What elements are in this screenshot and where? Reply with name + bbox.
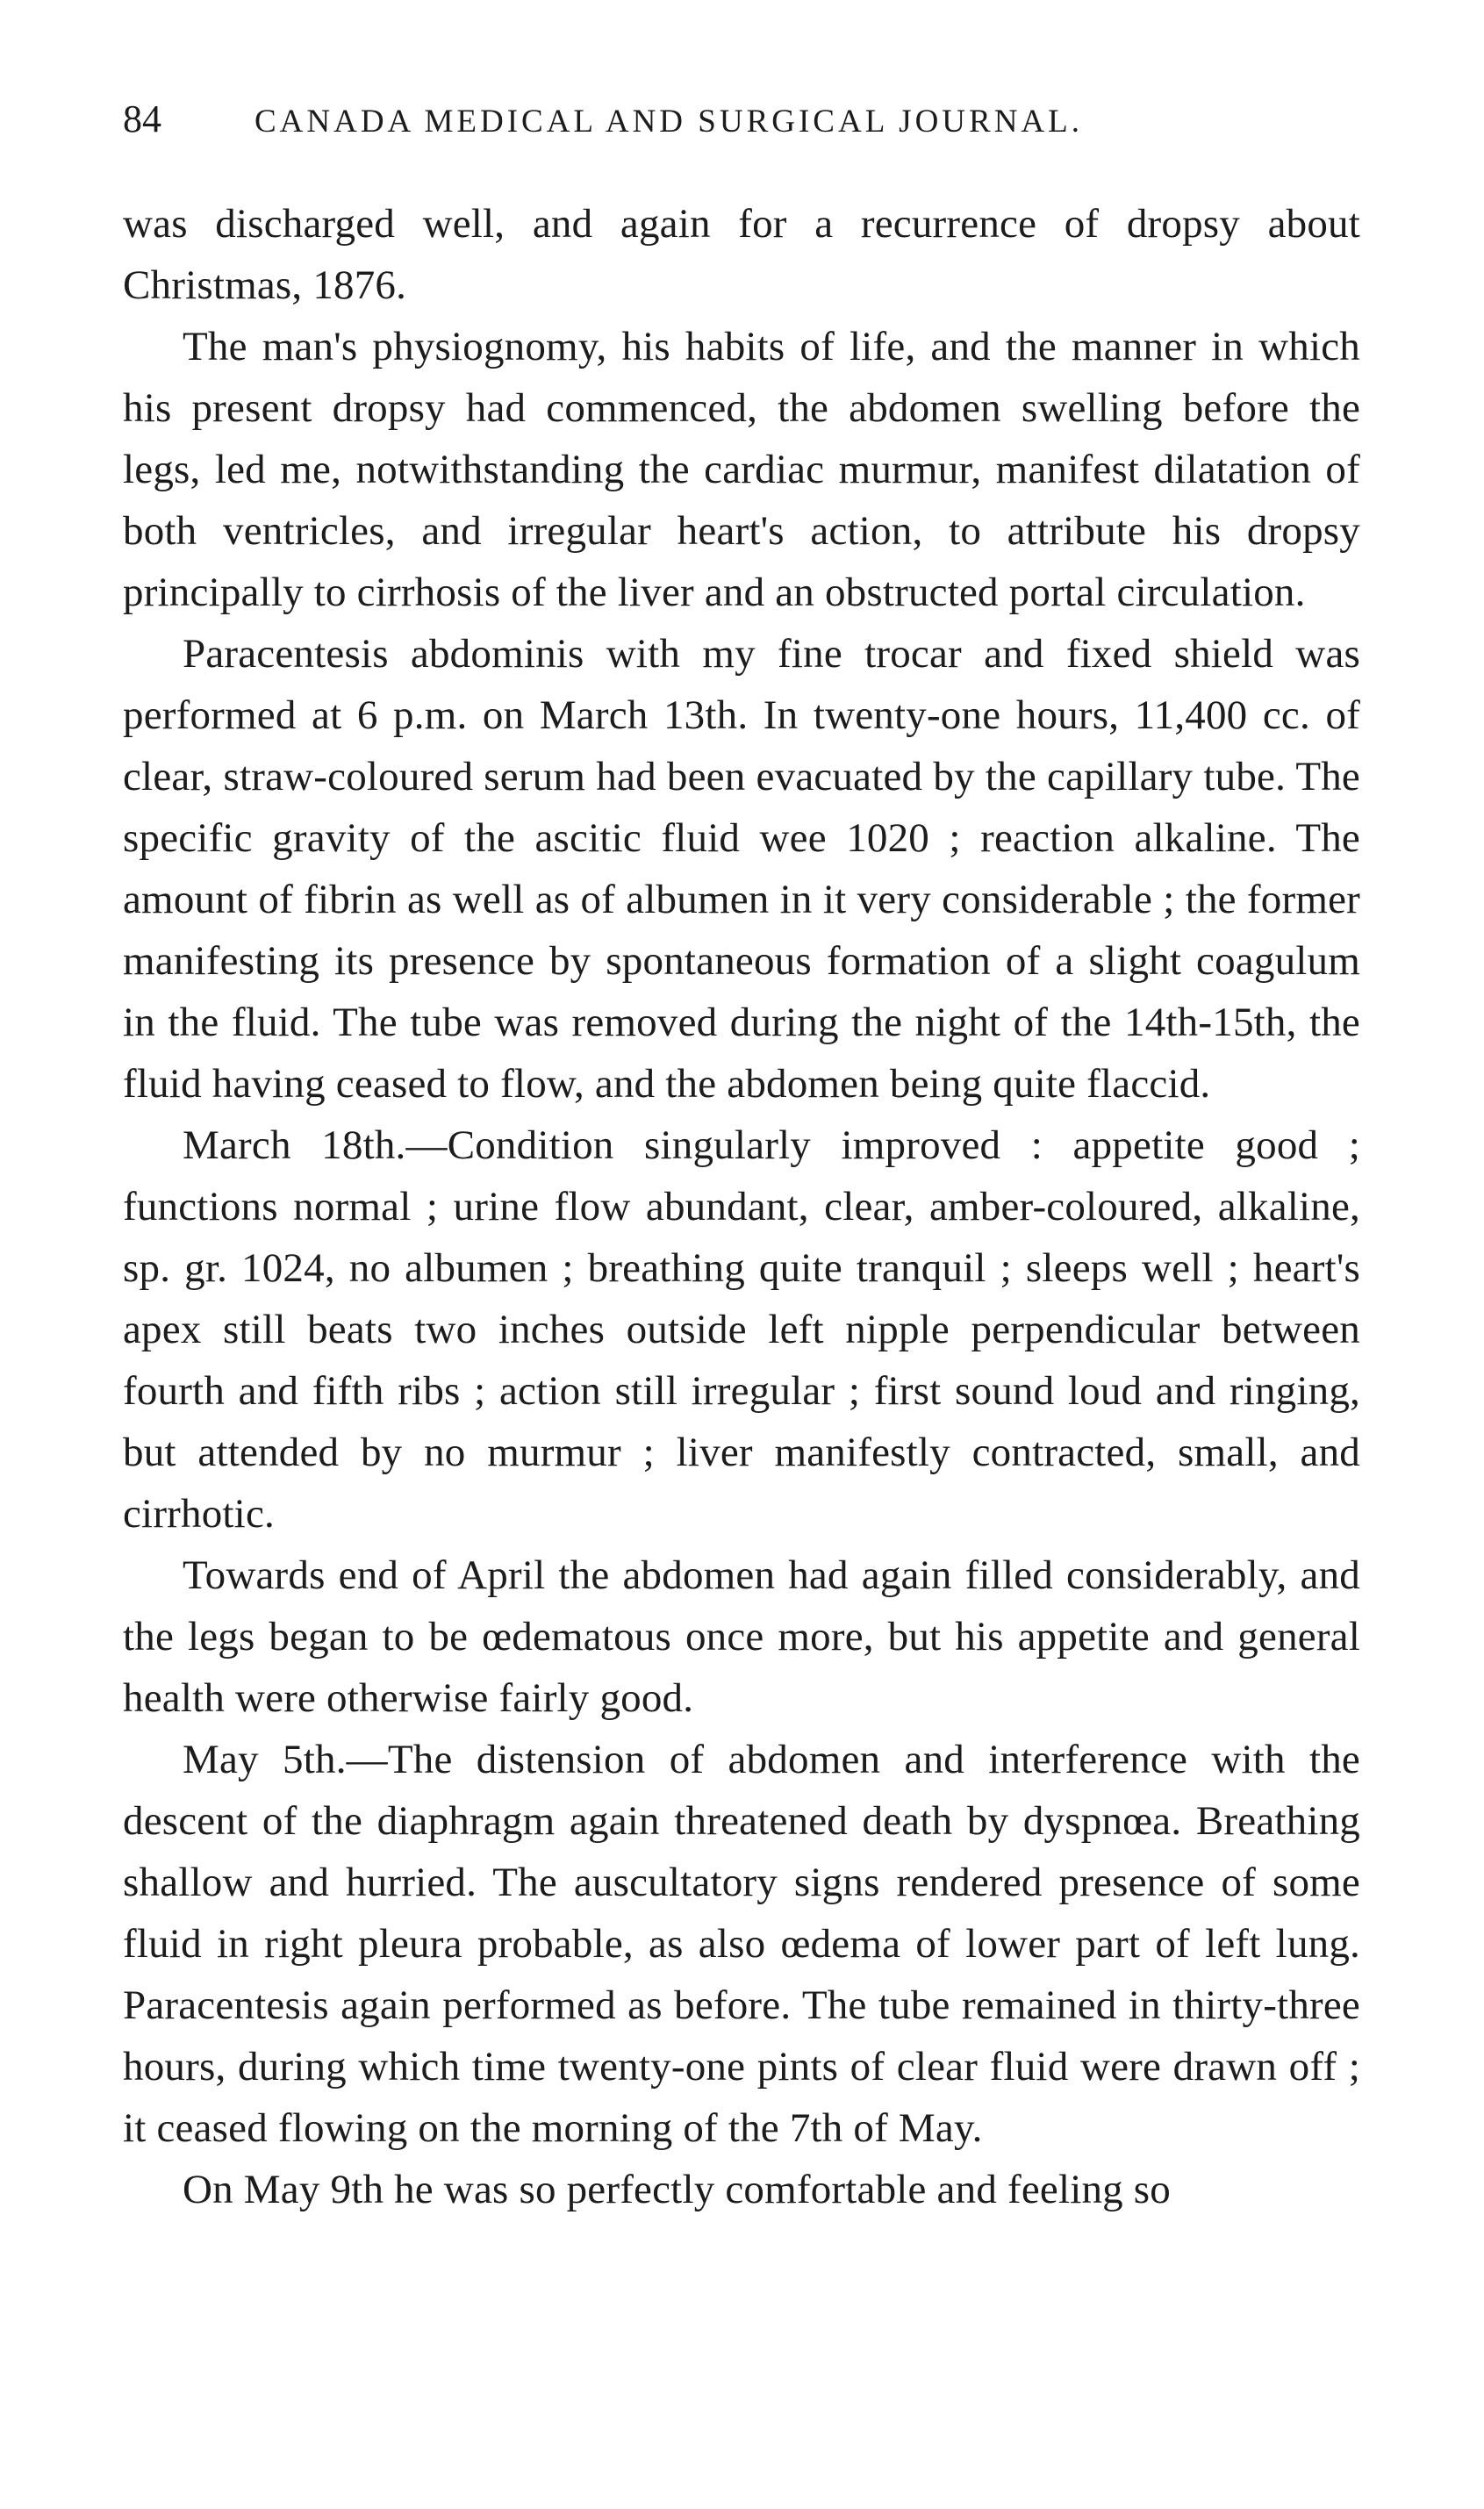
paragraph-march-18: March 18th.—Condition singularly improved : appetite good ; functions normal ; urine flow abundant, clear, amber-coloured, alkaline, sp. gr. 1024, no albumen ; breathing quite tranquil ; sleeps well ; heart's apex still beats two inches outside left nipple perpendicular between fourth and fifth ribs ; action still irregular ; first sound loud and ringing, but attended by no murmur ; liver manifestly contracted, small, and cirrhotic. <box>123 1122 1360 1537</box>
journal-title: CANADA MEDICAL AND SURGICAL JOURNAL. <box>255 104 1083 140</box>
paragraph-april: Towards end of April the abdomen had again filled considerably, and the legs began to be œdematous once more, but his appetite and general health were otherwise fairly good. <box>123 1552 1360 1721</box>
paragraph-physiognomy: The man's physiognomy, his habits of life, and the manner in which his present dropsy had commenced, the abdomen swelling before the legs, led me, notwithstanding the cardiac murmur, manifest dilatation of both ventricles, and irregular heart's action, to attribute his dropsy principally to cirrhosis of the liver and an obstructed portal circulation. <box>123 324 1360 615</box>
page-number: 84 <box>123 97 161 140</box>
running-head <box>123 97 1360 158</box>
journal-page <box>123 97 1360 2220</box>
paragraph-continued: was discharged well, and again for a recurrence of dropsy about Christmas, 1876. <box>123 201 1360 308</box>
paragraph-may-9: On May 9th he was so perfectly comfortable and feeling so <box>183 2167 1171 2212</box>
paragraph-paracentesis: Paracentesis abdominis with my fine trocar and fixed shield was performed at 6 p.m. on March 13th. In twenty-one hours, 11,400 cc. of clear, straw-coloured serum had been evacuated by the capillary tube. The specific gravity of the ascitic fluid wee 1020 ; reaction alkaline. The amount of fibrin as well as of albumen in it very considerable ; the former manifesting its presence by spontaneous formation of a slight coagulum in the fluid. The tube was removed during the night of the 14th-15th, the fluid having ceased to flow, and the abdomen being quite flaccid. <box>123 631 1360 1107</box>
paragraph-may-5: May 5th.—The distension of abdomen and interference with the descent of the diaphragm again threatened death by dyspnœa. Breathing shallow and hurried. The auscultatory signs rendered presence of some fluid in right pleura probable, as also œdema of lower part of left lung. Paracentesis again performed as before. The tube remained in thirty-three hours, during which time twenty-one pints of clear fluid were drawn off ; it ceased flowing on the morning of the 7th of May. <box>123 1737 1360 2151</box>
article-body <box>123 193 1360 2220</box>
